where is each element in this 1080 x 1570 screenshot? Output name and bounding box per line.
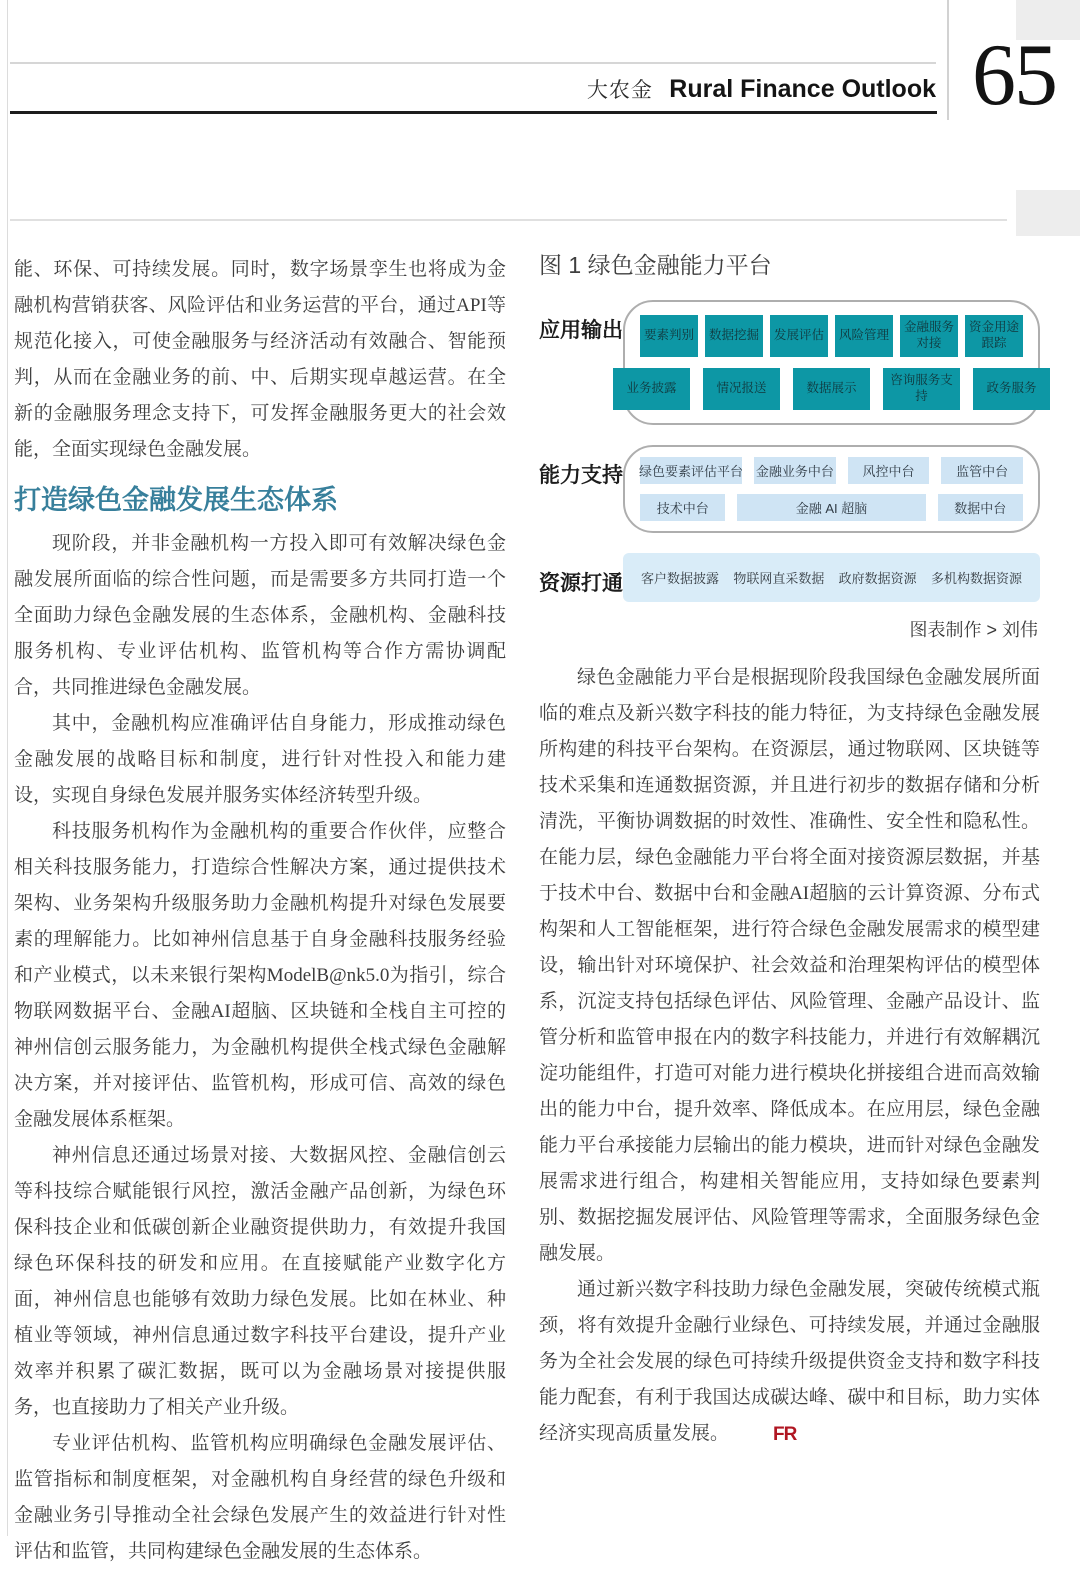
fig-row — [640, 494, 1023, 521]
paragraph: 其中，金融机构应准确评估自身能力，形成推动绿色金融发展的战略目标和制度，进行针对性投入和能力建设，实现自身绿色发展并服务实体经济转型升级。 — [14, 713, 506, 806]
paragraph: 神州信息还通过场景对接、大数据风控、金融信创云等科技综合赋能银行风控，激活金融产品创新，为绿色环保科技企业和低碳创新企业融资提供助力，有效提升我国绿色环保科技的研发和应用。在直接赋能产业数字化方面，神州信息也能够有效助力绿色发展。比如在林业、种植业等领域，神州信息通过数字科技平台建设，提升产业效率并积累了碳汇数据，既可以为金融场景对接提供服务，也直接助力了相关产业升级。 — [14, 1145, 506, 1418]
fig-box: 金融 AI 超脑 — [737, 494, 925, 521]
page-number: 65 — [972, 27, 1056, 124]
fig-layer-label: 资源打通 — [539, 572, 623, 595]
fig-row — [626, 368, 1037, 410]
fig-box: 金融服务对接 — [900, 315, 958, 357]
figure-layer-resource-connection — [539, 553, 1040, 602]
journal-name-en: Rural Finance Outlook — [669, 75, 936, 103]
resource-item: 多机构数据资源 — [930, 571, 1022, 586]
paragraph: 专业评估机构、监管机构应明确绿色金融发展评估、监管指标和制度框架，对金融机构自身经营的绿色升级和金融业务引导推动全社会绿色发展产生的效益进行针对性评估和监管，共同构建绿色金融发展的生态体系。 — [14, 1433, 506, 1562]
fig-box: 技术中台 — [640, 494, 725, 521]
header-rule-light — [10, 62, 936, 64]
paragraph-continuation: 能、环保、可持续发展。同时，数字场景孪生也将成为金融机构营销获客、风险评估和业务运营的平台，通过API等规范化接入，可使金融服务与经济活动有效融合、智能预判，从而在金融业务的前、中、后期实现卓越运营。在全新的金融服务理念支持下，可发挥金融服务更大的社会效能，全面实现绿色金融发展。 — [14, 259, 506, 460]
header-rule-dark — [10, 111, 937, 114]
fig-panel — [623, 445, 1040, 533]
paragraph: 现阶段，并非金融机构一方投入即可有效解决绿色金融发展所面临的综合性问题，而是需要多方共同打造一个全面助力绿色金融发展的生态体系，金融机构、金融科技服务机构、专业评估机构、监管机构等合作方需协调配合，共同推进绿色金融发展。 — [14, 533, 506, 698]
fig-box: 资金用途跟踪 — [965, 315, 1023, 357]
header-vertical-divider — [947, 0, 949, 120]
masthead — [10, 74, 936, 104]
paragraph: 绿色金融能力平台是根据现阶段我国绿色金融发展所面临的难点及新兴数字科技的能力特征，为支持绿色金融发展所构建的科技平台架构。在资源层，通过物联网、区块链等技术采集和连通数据资源，并且进行初步的数据存储和分析清洗，平衡协调数据的时效性、准确性、安全性和隐私性。在能力层，绿色金融能力平台将全面对接资源层数据，并基于技术中台、数据中台和金融AI超脑的云计算资源、分布式构架和人工智能框架，进行符合绿色金融发展需求的模型建设，输出针对环境保护、社会效益和治理架构评估的模型体系，沉淀支持包括绿色评估、风险管理、金融产品设计、监管分析和监管申报在内的数字科技能力，并进行有效解耦沉淀功能组件，打造可对能力进行模块化拼接组合进而高效输出的能力中台，提升效率、降低成本。在应用层，绿色金融能力平台承接能力层输出的能力模块，进而针对绿色金融发展需求进行组合，构建相关智能应用，支持如绿色要素判别、数据挖掘发展评估、风险管理等需求，全面服务绿色金融发展。 — [539, 667, 1040, 1264]
fig-box: 数据中台 — [938, 494, 1023, 521]
resource-item: 客户数据披露 — [641, 571, 720, 586]
resource-item: 政府数据资源 — [838, 571, 917, 586]
fig-box: 监管中台 — [941, 457, 1023, 484]
fig-box: 数据展示 — [793, 368, 870, 410]
capability-support-container — [623, 445, 1040, 533]
left-column — [14, 252, 506, 1570]
right-column-text — [539, 660, 1040, 1452]
fig-box: 政务服务 — [973, 368, 1050, 410]
paragraph: 科技服务机构作为金融机构的重要合作伙伴，应整合相关科技服务能力，打造综合性解决方案，通过提供技术架构、业务架构升级服务助力金融机构提升对绿色发展要素的理解能力。比如神州信息基于自身金融科技服务经验和产业模式，以未来银行架构ModelB@nk5.0为指引，综合物联网数据平台、金融AI超脑、区块链和全栈自主可控的神州信创云服务能力，为金融机构提供全栈式绿色金融解决方案，并对接评估、监管机构，形成可信、高效的绿色金融发展体系框架。 — [14, 821, 506, 1130]
fig-box: 数据挖掘 — [705, 315, 763, 357]
scan-artifact-right — [1016, 190, 1080, 236]
end-mark: FR — [773, 1424, 797, 1445]
fig-box: 情况报送 — [703, 368, 780, 410]
fig-box: 咨询服务支持 — [883, 368, 960, 410]
fig-panel — [623, 553, 1040, 602]
fig-box: 风控中台 — [848, 457, 930, 484]
figure-layer-capability-support — [539, 445, 1040, 533]
paragraph — [539, 1272, 1040, 1452]
fig-row — [640, 457, 1023, 484]
fig-box: 要素判别 — [640, 315, 698, 357]
fig-row — [640, 315, 1023, 357]
figure-title: 图 1 绿色金融能力平台 — [539, 252, 772, 278]
section-heading: 打造绿色金融发展生态体系 — [14, 485, 338, 515]
application-output-container — [623, 300, 1040, 425]
right-column — [539, 250, 1040, 1452]
fig-box: 风险管理 — [835, 315, 893, 357]
fig-box: 发展评估 — [770, 315, 828, 357]
figure-layer-application-output — [539, 300, 1040, 425]
fig-layer-label: 能力支持 — [539, 464, 623, 487]
paragraph-text: 通过新兴数字科技助力绿色金融发展，突破传统模式瓶颈，将有效提升金融行业绿色、可持续发展，并通过金融服务为全社会发展的绿色可持续升级提供资金支持和数字科技能力配套，有利于我国达成碳达峰、碳中和目标，助力实体经济实现高质量发展。 — [539, 1279, 1040, 1444]
fig-box: 金融业务中台 — [754, 457, 836, 484]
fig-box: 业务披露 — [613, 368, 690, 410]
page-edge-line — [7, 0, 8, 1536]
header-rule-bottom — [10, 219, 1007, 221]
resource-item: 物联网直采数据 — [733, 571, 825, 586]
fig-box: 绿色要素评估平台 — [640, 457, 742, 484]
journal-name-cn: 大农金 — [586, 79, 653, 102]
figure-credit: 图表制作 > 刘伟 — [909, 620, 1038, 640]
fig-panel — [623, 300, 1040, 425]
resource-band — [623, 553, 1040, 602]
fig-layer-label: 应用输出 — [539, 319, 623, 342]
